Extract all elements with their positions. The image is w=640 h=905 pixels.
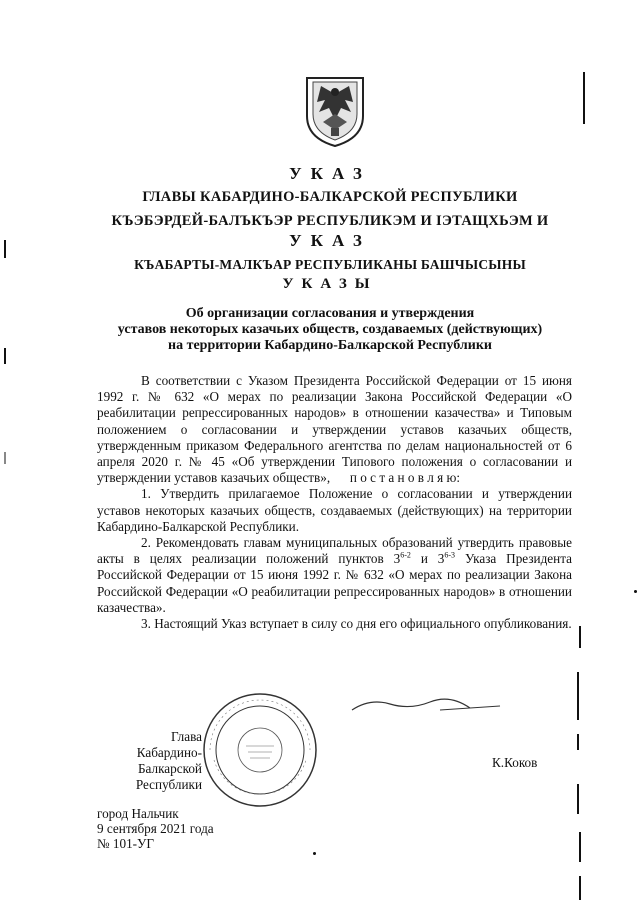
header-ukaz-kabardian: УКАЗ [289, 231, 371, 250]
header-head-of-republic: ГЛАВЫ КАБАРДИНО-БАЛКАРСКОЙ РЕСПУБЛИКИ [142, 189, 518, 205]
scan-mark [577, 784, 579, 814]
item-1-paragraph: 1. Утвердить прилагаемое Положение о согласовании и утверждении уставов некоторых казачьих обществ, создаваемых (действующих) на территории Кабардино-Балкарской Республики. [97, 486, 572, 534]
scan-mark [634, 590, 637, 593]
title-line-3: на территории Кабардино-Балкарской Республики [168, 338, 492, 353]
preamble-text: В соответствии с Указом Президента Российской Федерации от 15 июня 1992 г. № 632 «О мерах по реализации Закона Российской Федерации «О реабилитации репрессированных народов» в отношении казачества» и Типовым положением о согласовании и утверждении уставов казачьих обществ, утвержденным приказом Федерального агентства по делам национальностей от 6 апреля 2020 г. № 45 «Об утверждении Типового положения о согласовании и утверждении уставов казачьих обществ», [97, 373, 572, 486]
decree-title [70, 306, 590, 354]
scan-mark [579, 626, 581, 648]
coat-of-arms-emblem [303, 72, 367, 148]
header-ukaz: УКАЗ [289, 164, 371, 183]
item-3-paragraph: 3. Настоящий Указ вступает в силу со дня его официального опубликования. [141, 616, 572, 632]
postanovlyayu-text: п о с т а н о в л я ю: [349, 470, 461, 486]
decree-body [97, 373, 572, 632]
scan-mark [313, 852, 316, 855]
decree-number: № 101-УГ [97, 836, 155, 851]
signatory-line-1: Глава [171, 729, 202, 744]
title-line-1: Об организации согласования и утверждения [185, 306, 475, 321]
header-kabardian-title: КЪЭБЭРДЕЙ-БАЛЪКЪЭР РЕСПУБЛИКЭМ И ІЭТАЩХЬЭМ И [111, 213, 549, 229]
scan-mark [4, 452, 6, 464]
decree-city: город Нальчик [97, 806, 179, 821]
official-seal-stamp [200, 690, 320, 810]
signatory-line-2: Кабардино-Балкарской [136, 745, 202, 776]
item-2-sup-2: 6-3 [444, 550, 456, 560]
decree-date: 9 сентября 2021 года [97, 821, 214, 836]
scan-mark [579, 876, 581, 900]
signatory-title [82, 729, 202, 793]
handwritten-signature [350, 690, 510, 720]
preamble-paragraph [97, 373, 572, 486]
scan-mark [577, 734, 579, 750]
signatory-name: К.Коков [492, 755, 538, 770]
item-2-text-b: Указа Президента Российской Федерации от 15 июня 1992 г. № 632 «О мерах по реализации Закона Российской Федерации «О реабилитации репрессированных народов» в отношении казачества». [97, 551, 572, 615]
scan-mark [4, 348, 6, 364]
header-balkar-title: КЪАБАРТЫ-МАЛКЪАР РЕСПУБЛИКАНЫ БАШЧЫСЫНЫ [134, 257, 526, 272]
item-2-paragraph [97, 535, 572, 616]
item-2-text-a: 2. Рекомендовать главам муниципальных образований утвердить правовые акты в целях реализации положений пунктов 3 [97, 535, 572, 567]
scan-mark [579, 832, 581, 862]
item-2-sup-1: 6-2 [400, 550, 411, 560]
signatory-line-3: Республики [135, 777, 202, 792]
scan-mark [4, 240, 6, 258]
decree-place-date [97, 806, 214, 851]
item-2-text-and: и 3 [410, 551, 445, 567]
title-line-2: уставов некоторых казачьих обществ, создаваемых (действующих) [117, 322, 543, 337]
scan-mark [583, 72, 585, 124]
scan-mark [577, 672, 579, 720]
header-ukazy-balkar: УКАЗЫ [282, 276, 378, 292]
